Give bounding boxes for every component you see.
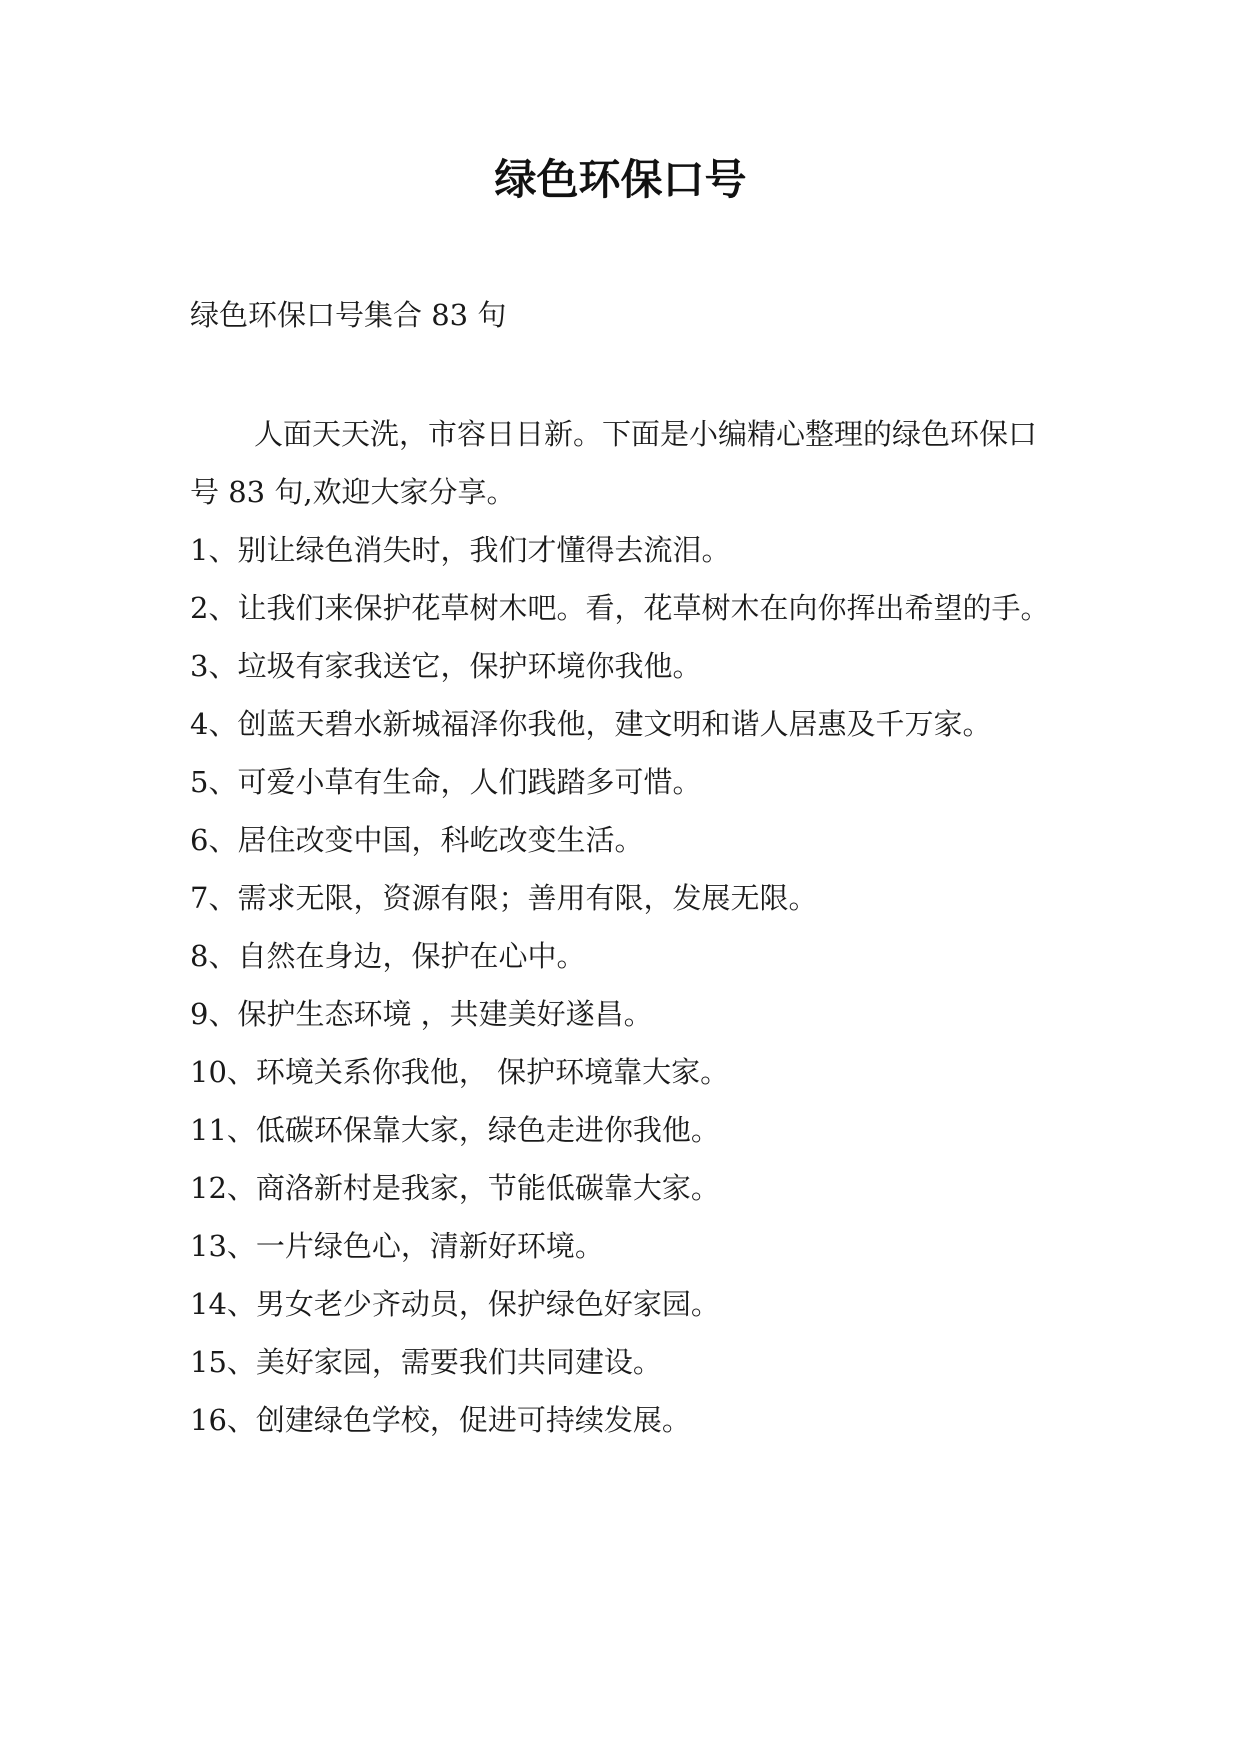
- slogan-item: 11、低碳环保靠大家，绿色走进你我他。: [190, 1113, 720, 1147]
- slogan-item: 16、创建绿色学校，促进可持续发展。: [190, 1403, 691, 1437]
- slogan-list: [190, 521, 1060, 1449]
- slogan-item: 8、自然在身边，保护在心中。: [190, 939, 586, 973]
- intro-paragraph: 人面天天洗，市容日日新。下面是小编精心整理的绿色环保口号 83 句,欢迎大家分享。: [190, 417, 1038, 509]
- slogan-item: 9、保护生态环境 ，共建美好遂昌。: [190, 997, 653, 1031]
- document-subtitle: 绿色环保口号集合 83 句: [190, 298, 507, 332]
- document-body: [190, 405, 1060, 1449]
- slogan-item: 5、可爱小草有生命，人们践踏多可惜。: [190, 765, 702, 799]
- slogan-item: 7、需求无限，资源有限；善用有限，发展无限。: [190, 881, 818, 915]
- slogan-item: 3、垃圾有家我送它，保护环境你我他。: [190, 649, 702, 683]
- slogan-item: 4、创蓝天碧水新城福泽你我他，建文明和谐人居惠及千万家。: [190, 707, 992, 741]
- slogan-item: 2、让我们来保护花草树木吧。看，花草树木在向你挥出希望的手。: [190, 591, 1050, 625]
- slogan-item: 1、别让绿色消失时，我们才懂得去流泪。: [190, 533, 731, 567]
- slogan-item: 12、商洛新村是我家，节能低碳靠大家。: [190, 1171, 720, 1205]
- slogan-item: 13、一片绿色心，清新好环境。: [190, 1229, 604, 1263]
- slogan-item: 14、男女老少齐动员，保护绿色好家园。: [190, 1287, 720, 1321]
- slogan-item: 10、环境关系你我他， 保护环境靠大家。: [190, 1055, 730, 1089]
- slogan-item: 6、居住改变中国，科屹改变生活。: [190, 823, 644, 857]
- document-title: 绿色环保口号: [494, 155, 747, 204]
- slogan-item: 15、美好家园，需要我们共同建设。: [190, 1345, 662, 1379]
